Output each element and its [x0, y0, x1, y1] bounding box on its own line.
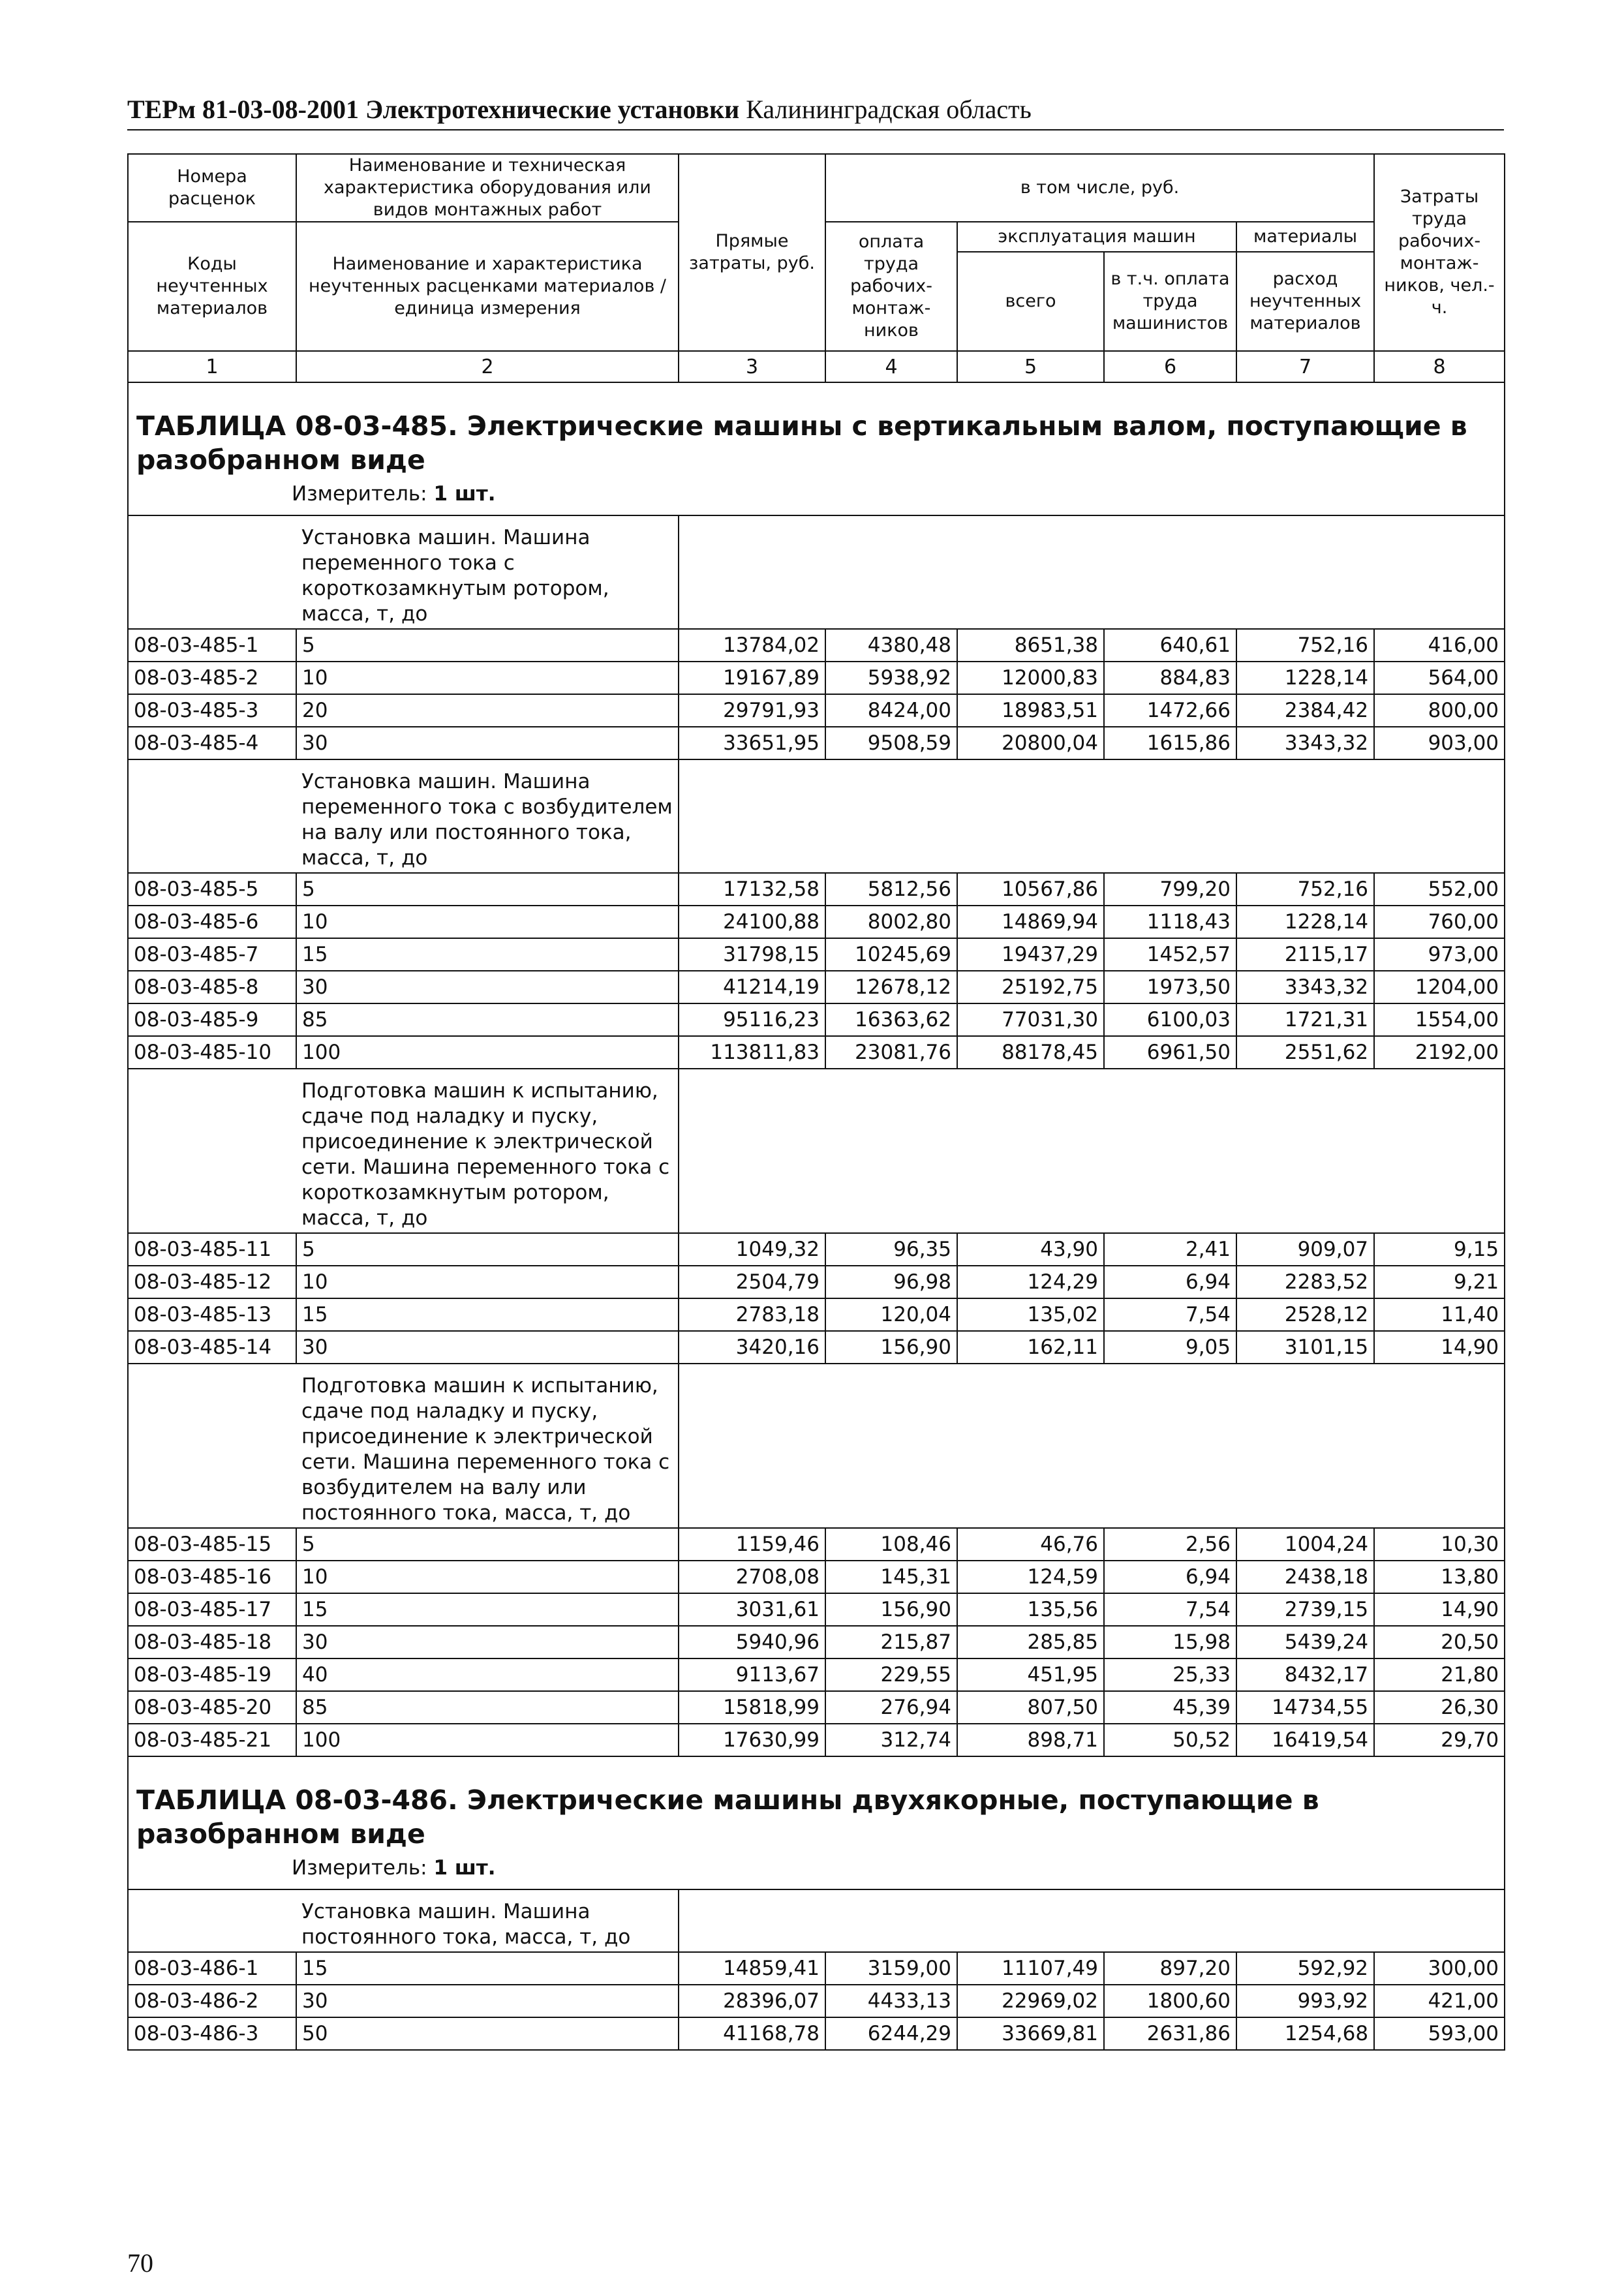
rate-code: 08-03-485-2	[128, 662, 296, 694]
wage-cost: 5812,56	[825, 873, 957, 906]
wage-cost: 9508,59	[825, 727, 957, 759]
table-row	[128, 1952, 1505, 1985]
doc-code: ТЕРм 81-03-08-2001	[127, 95, 359, 124]
table-title-row	[128, 1756, 1505, 1851]
group-description-row	[128, 759, 1505, 873]
machinist-wage: 2631,86	[1104, 2017, 1236, 2050]
labor-hours: 552,00	[1374, 873, 1505, 906]
machine-cost: 14869,94	[957, 906, 1104, 938]
table-row	[128, 1528, 1505, 1561]
direct-cost: 1049,32	[679, 1233, 825, 1266]
table-row	[128, 1331, 1505, 1364]
wage-cost: 23081,76	[825, 1036, 957, 1069]
labor-hours: 10,30	[1374, 1528, 1505, 1561]
labor-hours: 800,00	[1374, 694, 1505, 727]
machine-cost: 11107,49	[957, 1952, 1104, 1985]
labor-hours: 421,00	[1374, 1985, 1505, 2017]
materials-cost: 3101,15	[1236, 1331, 1374, 1364]
group-description: Установка машин. Машина постоянного тока, масса, т, до	[296, 1889, 679, 1952]
measure-row	[128, 477, 1505, 515]
machine-cost: 451,95	[957, 1658, 1104, 1691]
col-direct-header: Прямые затраты, руб.	[679, 154, 825, 351]
col-number: 4	[825, 351, 957, 382]
empty-cell	[128, 1364, 296, 1528]
wage-cost: 4433,13	[825, 1985, 957, 2017]
materials-cost: 592,92	[1236, 1952, 1374, 1985]
group-description-row	[128, 1364, 1505, 1528]
labor-hours: 14,90	[1374, 1593, 1505, 1626]
machine-cost: 22969,02	[957, 1985, 1104, 2017]
running-header	[127, 90, 1504, 130]
materials-cost: 1004,24	[1236, 1528, 1374, 1561]
empty-cell	[128, 759, 296, 873]
rate-code: 08-03-486-1	[128, 1952, 296, 1985]
mass-value: 30	[296, 1985, 679, 2017]
table-row	[128, 1724, 1505, 1756]
table-row	[128, 694, 1505, 727]
labor-hours: 21,80	[1374, 1658, 1505, 1691]
table-row	[128, 1036, 1505, 1069]
rates-table	[127, 153, 1505, 2051]
table-row	[128, 1593, 1505, 1626]
mass-value: 30	[296, 971, 679, 1003]
page-number: 70	[127, 2248, 153, 2278]
labor-hours: 14,90	[1374, 1331, 1505, 1364]
materials-cost: 2528,12	[1236, 1298, 1374, 1331]
rate-code: 08-03-485-12	[128, 1266, 296, 1298]
labor-hours: 1204,00	[1374, 971, 1505, 1003]
machinist-wage: 9,05	[1104, 1331, 1236, 1364]
group-description-row	[128, 1889, 1505, 1952]
wage-cost: 96,35	[825, 1233, 957, 1266]
machine-cost: 33669,81	[957, 2017, 1104, 2050]
materials-cost: 3343,32	[1236, 727, 1374, 759]
measure-label: Измеритель:	[292, 482, 427, 506]
machinist-wage: 25,33	[1104, 1658, 1236, 1691]
rate-code: 08-03-485-14	[128, 1331, 296, 1364]
col-code2-header: Коды неучтенных материалов	[128, 222, 296, 351]
machinist-wage: 7,54	[1104, 1593, 1236, 1626]
materials-cost: 2384,42	[1236, 694, 1374, 727]
col-number: 2	[296, 351, 679, 382]
machinist-wage: 1615,86	[1104, 727, 1236, 759]
direct-cost: 95116,23	[679, 1003, 825, 1036]
materials-cost: 3343,32	[1236, 971, 1374, 1003]
materials-cost: 5439,24	[1236, 1626, 1374, 1658]
machinist-wage: 1452,57	[1104, 938, 1236, 971]
measure-value: 1 шт.	[433, 482, 496, 506]
machinist-wage: 2,41	[1104, 1233, 1236, 1266]
labor-hours: 1554,00	[1374, 1003, 1505, 1036]
table-row	[128, 971, 1505, 1003]
materials-cost: 2283,52	[1236, 1266, 1374, 1298]
direct-cost: 2504,79	[679, 1266, 825, 1298]
mass-value: 15	[296, 938, 679, 971]
col-name-header: Наименование и техническая характеристика оборудования или видов монтажных работ	[296, 154, 679, 222]
table-row	[128, 1658, 1505, 1691]
wage-cost: 12678,12	[825, 971, 957, 1003]
rate-code: 08-03-485-6	[128, 906, 296, 938]
machine-cost: 10567,86	[957, 873, 1104, 906]
machine-cost: 12000,83	[957, 662, 1104, 694]
direct-cost: 15818,99	[679, 1691, 825, 1724]
mass-value: 15	[296, 1298, 679, 1331]
measure-unit	[128, 1851, 1505, 1889]
table-row	[128, 2017, 1505, 2050]
machine-cost: 25192,75	[957, 971, 1104, 1003]
materials-cost: 909,07	[1236, 1233, 1374, 1266]
table-row	[128, 1626, 1505, 1658]
direct-cost: 17630,99	[679, 1724, 825, 1756]
empty-cell	[128, 515, 296, 629]
labor-hours: 760,00	[1374, 906, 1505, 938]
rate-code: 08-03-485-13	[128, 1298, 296, 1331]
direct-cost: 2708,08	[679, 1561, 825, 1593]
machine-cost: 77031,30	[957, 1003, 1104, 1036]
table-row	[128, 906, 1505, 938]
rate-code: 08-03-485-11	[128, 1233, 296, 1266]
direct-cost: 14859,41	[679, 1952, 825, 1985]
machine-cost: 285,85	[957, 1626, 1104, 1658]
table-row	[128, 662, 1505, 694]
table-title: ТАБЛИЦА 08-03-486. Электрические машины двухякорные, поступающие в разобранном виде	[128, 1756, 1505, 1851]
direct-cost: 41168,78	[679, 2017, 825, 2050]
machinist-wage: 640,61	[1104, 629, 1236, 662]
machine-cost: 135,02	[957, 1298, 1104, 1331]
group-description: Подготовка машин к испытанию, сдаче под наладку и пуску, присоединение к электрической сети. Машина переменного тока с возбудителем на валу или постоянного тока, масса, т, до	[296, 1364, 679, 1528]
materials-cost: 2551,62	[1236, 1036, 1374, 1069]
materials-cost: 993,92	[1236, 1985, 1374, 2017]
table-row	[128, 873, 1505, 906]
direct-cost: 17132,58	[679, 873, 825, 906]
direct-cost: 41214,19	[679, 971, 825, 1003]
empty-cell	[128, 1889, 296, 1952]
table-title-row	[128, 382, 1505, 477]
rate-code: 08-03-485-19	[128, 1658, 296, 1691]
col-wage-header: оплата труда рабочих-монтаж-ников	[825, 222, 957, 351]
wage-cost: 4380,48	[825, 629, 957, 662]
direct-cost: 13784,02	[679, 629, 825, 662]
machinist-wage: 897,20	[1104, 1952, 1236, 1985]
rate-code: 08-03-485-7	[128, 938, 296, 971]
table-row	[128, 1003, 1505, 1036]
table-row	[128, 1266, 1505, 1298]
machine-cost: 20800,04	[957, 727, 1104, 759]
rate-code: 08-03-485-18	[128, 1626, 296, 1658]
empty-cell	[679, 1364, 1505, 1528]
col-number: 8	[1374, 351, 1505, 382]
rate-code: 08-03-485-1	[128, 629, 296, 662]
table-title: ТАБЛИЦА 08-03-485. Электрические машины с вертикальным валом, поступающие в разобранном виде	[128, 382, 1505, 477]
mass-value: 15	[296, 1952, 679, 1985]
materials-cost: 8432,17	[1236, 1658, 1374, 1691]
col-number: 6	[1104, 351, 1236, 382]
labor-hours: 11,40	[1374, 1298, 1505, 1331]
empty-cell	[679, 1889, 1505, 1952]
group-description: Установка машин. Машина переменного тока с возбудителем на валу или постоянного тока, масса, т, до	[296, 759, 679, 873]
mass-value: 10	[296, 1266, 679, 1298]
mass-value: 30	[296, 1626, 679, 1658]
direct-cost: 9113,67	[679, 1658, 825, 1691]
mass-value: 100	[296, 1036, 679, 1069]
col-name2-header: Наименование и характеристика неучтенных расценками материалов / единица измерения	[296, 222, 679, 351]
rate-code: 08-03-485-20	[128, 1691, 296, 1724]
col-machines-header: эксплуатация машин	[957, 222, 1236, 252]
measure-row	[128, 1851, 1505, 1889]
direct-cost: 28396,07	[679, 1985, 825, 2017]
wage-cost: 8002,80	[825, 906, 957, 938]
group-description-row	[128, 1069, 1505, 1233]
rate-code: 08-03-485-4	[128, 727, 296, 759]
machine-cost: 18983,51	[957, 694, 1104, 727]
mass-value: 10	[296, 662, 679, 694]
wage-cost: 145,31	[825, 1561, 957, 1593]
machinist-wage: 1118,43	[1104, 906, 1236, 938]
rate-code: 08-03-485-8	[128, 971, 296, 1003]
labor-hours: 593,00	[1374, 2017, 1505, 2050]
labor-hours: 903,00	[1374, 727, 1505, 759]
mass-value: 30	[296, 727, 679, 759]
measure-label: Измеритель:	[292, 1856, 427, 1880]
col-number: 3	[679, 351, 825, 382]
machinist-wage: 6961,50	[1104, 1036, 1236, 1069]
labor-hours: 9,15	[1374, 1233, 1505, 1266]
empty-cell	[679, 1069, 1505, 1233]
machine-cost: 162,11	[957, 1331, 1104, 1364]
table-row	[128, 938, 1505, 971]
materials-cost: 2115,17	[1236, 938, 1374, 971]
machinist-wage: 1472,66	[1104, 694, 1236, 727]
direct-cost: 1159,46	[679, 1528, 825, 1561]
mass-value: 100	[296, 1724, 679, 1756]
table-row	[128, 1985, 1505, 2017]
rate-code: 08-03-486-2	[128, 1985, 296, 2017]
wage-cost: 215,87	[825, 1626, 957, 1658]
rate-code: 08-03-485-17	[128, 1593, 296, 1626]
materials-cost: 1228,14	[1236, 662, 1374, 694]
wage-cost: 96,98	[825, 1266, 957, 1298]
col-number: 7	[1236, 351, 1374, 382]
col-materials-header: материалы	[1236, 222, 1374, 252]
materials-cost: 16419,54	[1236, 1724, 1374, 1756]
materials-cost: 14734,55	[1236, 1691, 1374, 1724]
machine-cost: 124,29	[957, 1266, 1104, 1298]
col-machines-total-header: всего	[957, 252, 1104, 351]
table-row	[128, 1561, 1505, 1593]
machinist-wage: 15,98	[1104, 1626, 1236, 1658]
machinist-wage: 50,52	[1104, 1724, 1236, 1756]
col-incl-header: в том числе, руб.	[825, 154, 1374, 222]
wage-cost: 16363,62	[825, 1003, 957, 1036]
col-code-header: Номера расценок	[128, 154, 296, 222]
wage-cost: 10245,69	[825, 938, 957, 971]
labor-hours: 9,21	[1374, 1266, 1505, 1298]
machinist-wage: 6100,03	[1104, 1003, 1236, 1036]
group-description: Установка машин. Машина переменного тока с короткозамкнутым ротором, масса, т, до	[296, 515, 679, 629]
rate-code: 08-03-485-10	[128, 1036, 296, 1069]
empty-cell	[128, 1069, 296, 1233]
rate-code: 08-03-485-21	[128, 1724, 296, 1756]
materials-cost: 1254,68	[1236, 2017, 1374, 2050]
direct-cost: 2783,18	[679, 1298, 825, 1331]
machine-cost: 46,76	[957, 1528, 1104, 1561]
labor-hours: 26,30	[1374, 1691, 1505, 1724]
rate-code: 08-03-485-3	[128, 694, 296, 727]
labor-hours: 973,00	[1374, 938, 1505, 971]
labor-hours: 2192,00	[1374, 1036, 1505, 1069]
direct-cost: 31798,15	[679, 938, 825, 971]
machine-cost: 898,71	[957, 1724, 1104, 1756]
table-row	[128, 629, 1505, 662]
labor-hours: 416,00	[1374, 629, 1505, 662]
mass-value: 50	[296, 2017, 679, 2050]
direct-cost: 24100,88	[679, 906, 825, 938]
rate-code: 08-03-485-15	[128, 1528, 296, 1561]
column-numbers-row	[128, 351, 1505, 382]
mass-value: 40	[296, 1658, 679, 1691]
table-row	[128, 1233, 1505, 1266]
mass-value: 5	[296, 1233, 679, 1266]
wage-cost: 3159,00	[825, 1952, 957, 1985]
mass-value: 85	[296, 1691, 679, 1724]
group-description: Подготовка машин к испытанию, сдаче под наладку и пуску, присоединение к электрической сети. Машина переменного тока с короткозамкнутым ротором, масса, т, до	[296, 1069, 679, 1233]
empty-cell	[679, 515, 1505, 629]
mass-value: 10	[296, 906, 679, 938]
machinist-wage: 884,83	[1104, 662, 1236, 694]
wage-cost: 312,74	[825, 1724, 957, 1756]
col-number: 5	[957, 351, 1104, 382]
machine-cost: 807,50	[957, 1691, 1104, 1724]
labor-hours: 13,80	[1374, 1561, 1505, 1593]
col-labor-header: Затраты труда рабочих-монтаж-ников, чел.-ч.	[1374, 154, 1505, 351]
wage-cost: 156,90	[825, 1593, 957, 1626]
mass-value: 10	[296, 1561, 679, 1593]
mass-value: 15	[296, 1593, 679, 1626]
materials-cost: 2739,15	[1236, 1593, 1374, 1626]
machine-cost: 135,56	[957, 1593, 1104, 1626]
machinist-wage: 6,94	[1104, 1266, 1236, 1298]
labor-hours: 564,00	[1374, 662, 1505, 694]
measure-unit	[128, 477, 1505, 515]
materials-cost: 1228,14	[1236, 906, 1374, 938]
wage-cost: 229,55	[825, 1658, 957, 1691]
wage-cost: 156,90	[825, 1331, 957, 1364]
mass-value: 5	[296, 1528, 679, 1561]
labor-hours: 300,00	[1374, 1952, 1505, 1985]
direct-cost: 3420,16	[679, 1331, 825, 1364]
wage-cost: 108,46	[825, 1528, 957, 1561]
doc-title: Электротехнические установки	[365, 95, 740, 124]
mass-value: 20	[296, 694, 679, 727]
table-row	[128, 1298, 1505, 1331]
rate-code: 08-03-485-9	[128, 1003, 296, 1036]
machinist-wage: 45,39	[1104, 1691, 1236, 1724]
machinist-wage: 1973,50	[1104, 971, 1236, 1003]
rate-code: 08-03-485-5	[128, 873, 296, 906]
mass-value: 30	[296, 1331, 679, 1364]
region: Калининградская область	[746, 95, 1032, 124]
wage-cost: 276,94	[825, 1691, 957, 1724]
rate-code: 08-03-485-16	[128, 1561, 296, 1593]
empty-cell	[679, 759, 1505, 873]
wage-cost: 5938,92	[825, 662, 957, 694]
wage-cost: 120,04	[825, 1298, 957, 1331]
mass-value: 85	[296, 1003, 679, 1036]
wage-cost: 8424,00	[825, 694, 957, 727]
direct-cost: 113811,83	[679, 1036, 825, 1069]
table-row	[128, 1691, 1505, 1724]
machine-cost: 43,90	[957, 1233, 1104, 1266]
machine-cost: 8651,38	[957, 629, 1104, 662]
machinist-wage: 1800,60	[1104, 1985, 1236, 2017]
materials-cost: 752,16	[1236, 873, 1374, 906]
col-materials-use-header: расход неучтенных материалов	[1236, 252, 1374, 351]
machine-cost: 124,59	[957, 1561, 1104, 1593]
materials-cost: 752,16	[1236, 629, 1374, 662]
materials-cost: 2438,18	[1236, 1561, 1374, 1593]
direct-cost: 5940,96	[679, 1626, 825, 1658]
labor-hours: 29,70	[1374, 1724, 1505, 1756]
direct-cost: 29791,93	[679, 694, 825, 727]
direct-cost: 19167,89	[679, 662, 825, 694]
measure-value: 1 шт.	[433, 1856, 496, 1880]
table-row	[128, 727, 1505, 759]
direct-cost: 3031,61	[679, 1593, 825, 1626]
machine-cost: 88178,45	[957, 1036, 1104, 1069]
group-description-row	[128, 515, 1505, 629]
materials-cost: 1721,31	[1236, 1003, 1374, 1036]
machinist-wage: 2,56	[1104, 1528, 1236, 1561]
wage-cost: 6244,29	[825, 2017, 957, 2050]
col-number: 1	[128, 351, 296, 382]
machinist-wage: 7,54	[1104, 1298, 1236, 1331]
direct-cost: 33651,95	[679, 727, 825, 759]
col-machines-wage-header: в т.ч. оплата труда машинистов	[1104, 252, 1236, 351]
machinist-wage: 799,20	[1104, 873, 1236, 906]
mass-value: 5	[296, 873, 679, 906]
rate-code: 08-03-486-3	[128, 2017, 296, 2050]
mass-value: 5	[296, 629, 679, 662]
labor-hours: 20,50	[1374, 1626, 1505, 1658]
machine-cost: 19437,29	[957, 938, 1104, 971]
machinist-wage: 6,94	[1104, 1561, 1236, 1593]
